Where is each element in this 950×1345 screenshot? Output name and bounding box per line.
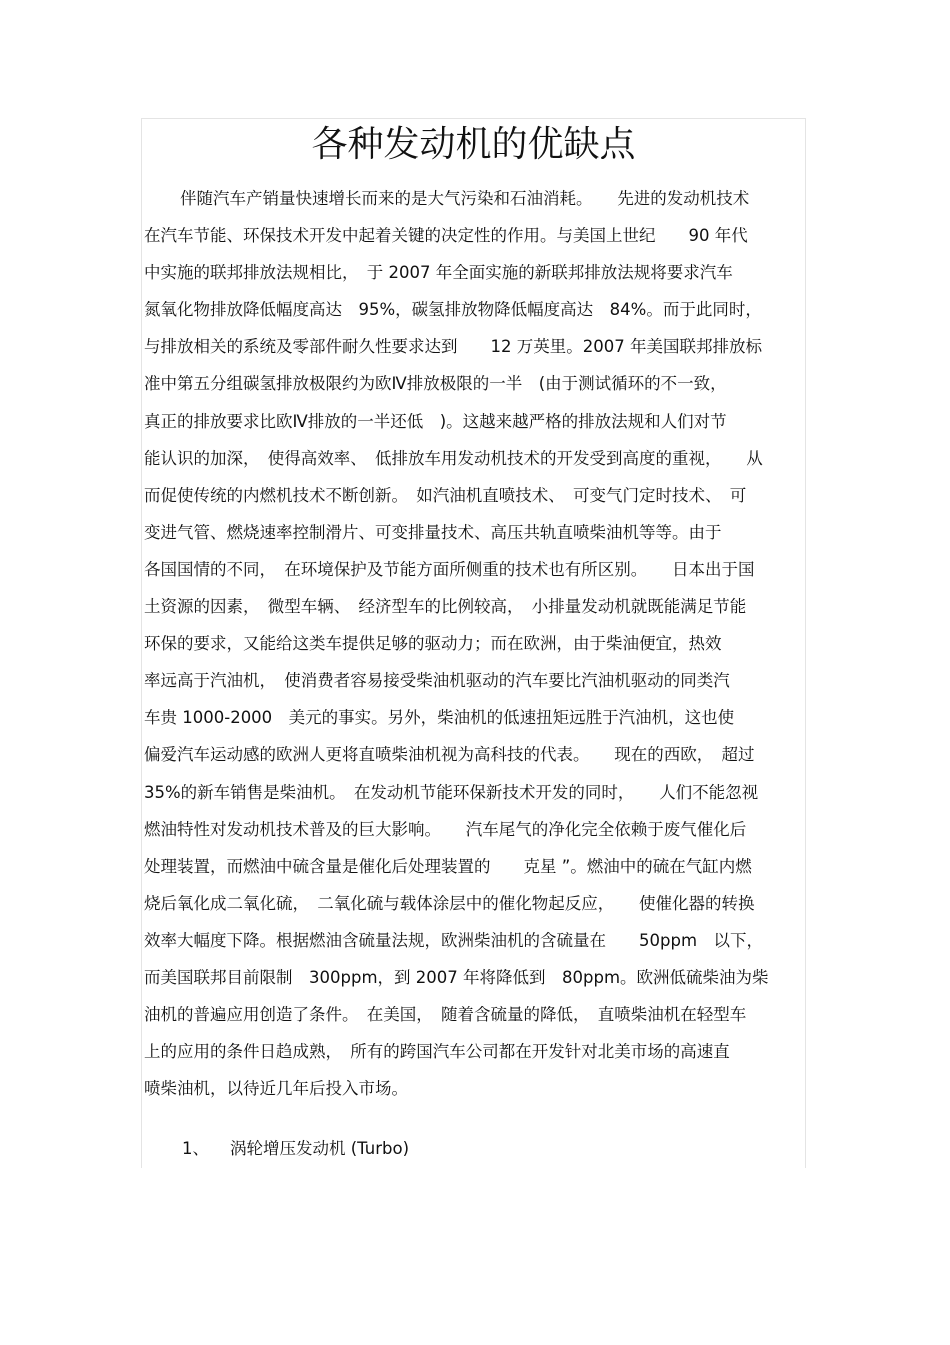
paragraph-line: 35%的新车销售是柴油机。 在发动机节能环保新技术开发的同时， 人们不能忽视 <box>144 782 759 802</box>
paragraph-line: 氮氧化物排放降低幅度高达 95%，碳氢排放物降低幅度高达 84%。而于此同时， <box>144 300 762 320</box>
paragraph-line: 准中第五分组碳氢排放极限约为欧Ⅳ排放极限的一半 (由于测试循环的不一致， <box>144 374 727 394</box>
paragraph-line: 效率大幅度下降。根据燃油含硫量法规，欧洲柴油机的含硫量在 50ppm 以下， <box>144 930 764 950</box>
paragraph-line: 喷柴油机，以待近几年后投入市场。 <box>144 1079 408 1099</box>
document-title: 各种发动机的优缺点 <box>311 124 636 165</box>
paragraph-line: 车贵 1000-2000 美元的事实。另外，柴油机的低速扭矩远胜于汽油机，这也使 <box>144 708 735 728</box>
paragraph-line: 变进气管、燃烧速率控制滑片、可变排量技术、高压共轨直喷柴油机等等。由于 <box>144 522 722 542</box>
body-paragraph <box>144 180 808 1107</box>
paragraph-line: 而美国联邦目前限制 300ppm，到 2007 年将降低到 80ppm。欧洲低硫柴油为柴 <box>144 967 769 987</box>
paragraph-line: 燃油特性对发动机技术普及的巨大影响。 汽车尾气的净化完全依赖于废气催化后 <box>144 819 747 839</box>
section-heading-text: 涡轮增压发动机 (Turbo) <box>230 1139 410 1158</box>
paragraph-line: 偏爱汽车运动感的欧洲人更将直喷柴油机视为高科技的代表。 现在的西欧， 超过 <box>144 745 755 765</box>
paragraph-line: 各国国情的不同， 在环境保护及节能方面所侧重的技术也有所区别。 日本出于国 <box>144 559 755 579</box>
paragraph-line: 率远高于汽油机， 使消费者容易接受柴油机驱动的汽车要比汽油机驱动的同类汽 <box>144 671 730 691</box>
paragraph-line: 油机的普遍应用创造了条件。 在美国， 随着含硫量的降低， 直喷柴油机在轻型车 <box>144 1005 747 1025</box>
paragraph-line: 能认识的加深， 使得高效率、 低排放车用发动机技术的开发受到高度的重视， 从 <box>144 448 763 468</box>
paragraph-line: 上的应用的条件日趋成熟， 所有的跨国汽车公司都在开发针对北美市场的高速直 <box>144 1042 730 1062</box>
section-heading <box>144 1130 409 1167</box>
paragraph-line: 中实施的联邦排放法规相比， 于 2007 年全面实施的新联邦排放法规将要求汽车 <box>144 263 733 283</box>
paragraph-line: 在汽车节能、环保技术开发中起着关键的决定性的作用。与美国上世纪 90 年代 <box>144 226 748 246</box>
paragraph-line: 真正的排放要求比欧Ⅳ排放的一半还低 )。这越来越严格的排放法规和人们对节 <box>144 411 727 431</box>
paragraph-line: 处理装置，而燃油中硫含量是催化后处理装置的 克星 ”。燃油中的硫在气缸内燃 <box>144 856 752 876</box>
section-number: 1、 <box>182 1139 209 1158</box>
paragraph-line: 环保的要求，又能给这类车提供足够的驱动力；而在欧洲，由于柴油便宜，热效 <box>144 634 722 654</box>
paragraph-line: 土资源的因素， 微型车辆、 经济型车的比例较高， 小排量发动机就既能满足节能 <box>144 597 747 617</box>
paragraph-line: 伴随汽车产销量快速增长而来的是大气污染和石油消耗。 先进的发动机技术 <box>180 189 750 208</box>
paragraph-line: 与排放相关的系统及零部件耐久性要求达到 12 万英里。2007 年美国联邦排放标 <box>144 337 762 357</box>
paragraph-line: 而促使传统的内燃机技术不断创新。 如汽油机直喷技术、 可变气门定时技术、 可 <box>144 485 747 505</box>
paragraph-line: 烧后氧化成二氧化硫， 二氧化硫与载体涂层中的催化物起反应， 使催化器的转换 <box>144 893 755 913</box>
